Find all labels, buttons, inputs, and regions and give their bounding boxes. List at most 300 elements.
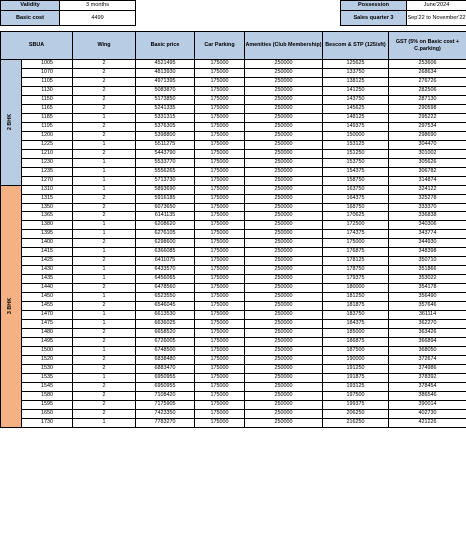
cell-car-parking: 175000 [195,95,245,104]
cell-amenities: 250000 [245,95,323,104]
cell-amenities: 250000 [245,77,323,86]
cell-wing: 2 [73,364,136,373]
cell-bescom-stp: 191875 [323,373,389,382]
cell-bescom-stp: 164375 [323,194,389,203]
basic-cost-value: 4499 [60,11,136,26]
cell-amenities: 250000 [245,382,323,391]
cell-sbua: 1470 [22,311,73,320]
cell-sbua: 1520 [22,355,73,364]
cell-car-parking: 175000 [195,230,245,239]
cell-amenities: 250000 [245,167,323,176]
cell-bescom-stp: 197500 [323,391,389,400]
cell-bescom-stp: 175000 [323,239,389,248]
cell-gst: 368050 [389,347,466,356]
cell-gst: 421226 [389,418,466,427]
cell-gst: 287130 [389,95,466,104]
cell-basic-price: 5713730 [136,176,195,185]
cell-wing: 2 [73,68,136,77]
cell-wing: 1 [73,293,136,302]
column-header-bescom-stp: Bescom & STP (125/sft) [323,32,389,60]
table-row [1,230,466,239]
table-row [1,257,466,266]
cell-car-parking: 175000 [195,400,245,409]
table-row [1,185,466,194]
cell-sbua: 1130 [22,86,73,95]
table-row [1,95,466,104]
cell-bescom-stp: 143750 [323,95,389,104]
cell-wing: 2 [73,77,136,86]
cell-wing: 2 [73,239,136,248]
cell-amenities: 250000 [245,113,323,122]
possession-value: June'2024 [407,1,466,11]
cell-gst: 340306 [389,221,466,230]
cell-bescom-stp: 190000 [323,355,389,364]
cell-amenities: 250000 [245,373,323,382]
cell-basic-price: 5241335 [136,104,195,113]
cell-amenities: 250000 [245,347,323,356]
cell-sbua: 1450 [22,293,73,302]
cell-bescom-stp: 199375 [323,400,389,409]
cell-gst: 361114 [389,311,466,320]
cell-sbua: 1730 [22,418,73,427]
cell-basic-price: 6298600 [136,239,195,248]
cell-amenities: 250000 [245,86,323,95]
cell-basic-price: 5533770 [136,158,195,167]
cell-amenities: 250000 [245,230,323,239]
cell-car-parking: 175000 [195,185,245,194]
cell-amenities: 250000 [245,140,323,149]
cell-wing: 1 [73,418,136,427]
cell-amenities: 250000 [245,311,323,320]
cell-amenities: 250000 [245,257,323,266]
sales-quarter-label: Sales quarter 3 [341,11,407,26]
cell-amenities: 250000 [245,104,323,113]
cell-amenities: 250000 [245,302,323,311]
cell-basic-price: 5376305 [136,122,195,131]
table-row [1,320,466,329]
cell-basic-price: 6276105 [136,230,195,239]
cell-gst: 305626 [389,158,466,167]
table-row [1,409,466,418]
column-header-gst: GST (5% on Basic cost + C.parking) [389,32,466,60]
cell-car-parking: 175000 [195,409,245,418]
cell-gst: 306782 [389,167,466,176]
cell-basic-price: 5398800 [136,131,195,140]
header-panel [0,0,466,26]
table-row [1,149,466,158]
cell-wing: 1 [73,311,136,320]
cell-wing: 2 [73,122,136,131]
cell-sbua: 1235 [22,167,73,176]
cell-basic-price: 6478560 [136,284,195,293]
column-header-car-parking: Car Parking [195,32,245,60]
cell-wing: 2 [73,95,136,104]
table-row [1,122,466,131]
cell-sbua: 1005 [22,60,73,69]
cell-bescom-stp: 174375 [323,230,389,239]
cell-bescom-stp: 176875 [323,248,389,257]
cell-wing: 2 [73,382,136,391]
cell-basic-price: 6658520 [136,329,195,338]
cell-basic-price: 4971395 [136,77,195,86]
cell-gst: 374986 [389,364,466,373]
cell-car-parking: 175000 [195,212,245,221]
cell-basic-price: 5083870 [136,86,195,95]
cell-sbua: 1495 [22,338,73,347]
cell-car-parking: 175000 [195,60,245,69]
cell-amenities: 250000 [245,364,323,373]
cell-car-parking: 175000 [195,311,245,320]
cell-bescom-stp: 191250 [323,364,389,373]
cell-gst: 282506 [389,86,466,95]
cell-amenities: 250000 [245,293,323,302]
cell-bescom-stp: 158750 [323,176,389,185]
cell-gst: 372674 [389,355,466,364]
cell-basic-price: 5916185 [136,194,195,203]
cell-bescom-stp: 168750 [323,203,389,212]
basic-cost-label: Basic cost [1,11,60,26]
cell-wing: 2 [73,355,136,364]
table-row [1,77,466,86]
cell-amenities: 250000 [245,248,323,257]
column-header-amenities: Amenities (Club Membership) [245,32,323,60]
cell-sbua: 1425 [22,257,73,266]
cell-bescom-stp: 150000 [323,131,389,140]
cell-bescom-stp: 138125 [323,77,389,86]
cell-basic-price: 7108420 [136,391,195,400]
cell-gst: 314874 [389,176,466,185]
cell-bescom-stp: 133750 [323,68,389,77]
cell-bescom-stp: 179375 [323,275,389,284]
cell-wing: 2 [73,302,136,311]
cell-gst: 343774 [389,230,466,239]
cell-amenities: 250000 [245,329,323,338]
cell-wing: 1 [73,347,136,356]
cell-car-parking: 175000 [195,347,245,356]
table-row [1,203,466,212]
table-row [1,239,466,248]
cell-wing: 1 [73,230,136,239]
cell-sbua: 1195 [22,122,73,131]
cell-sbua: 1400 [22,239,73,248]
cell-wing: 2 [73,131,136,140]
cell-bescom-stp: 151250 [323,149,389,158]
table-row [1,104,466,113]
cell-sbua: 1415 [22,248,73,257]
cell-basic-price: 6366085 [136,248,195,257]
cell-car-parking: 175000 [195,257,245,266]
cell-car-parking: 175000 [195,149,245,158]
table-row [1,284,466,293]
cell-sbua: 1475 [22,320,73,329]
price-table [0,31,466,428]
cell-gst: 351866 [389,266,466,275]
cell-car-parking: 175000 [195,364,245,373]
cell-sbua: 1545 [22,382,73,391]
cell-bescom-stp: 187500 [323,347,389,356]
cell-sbua: 1315 [22,194,73,203]
cell-bescom-stp: 181875 [323,302,389,311]
cell-car-parking: 175000 [195,418,245,427]
cell-sbua: 1185 [22,113,73,122]
column-header-wing: Wing [73,32,136,60]
column-header-sbua: SBUA [1,32,73,60]
cell-gst: 378454 [389,382,466,391]
cell-sbua: 1200 [22,131,73,140]
cell-wing: 1 [73,248,136,257]
cell-basic-price: 6208620 [136,221,195,230]
cell-basic-price: 4521495 [136,60,195,69]
cell-gst: 353022 [389,275,466,284]
cell-car-parking: 175000 [195,104,245,113]
cell-basic-price: 6613530 [136,311,195,320]
cell-sbua: 1150 [22,95,73,104]
cell-car-parking: 175000 [195,239,245,248]
cell-gst: 362270 [389,320,466,329]
table-row [1,248,466,257]
table-row [1,275,466,284]
cell-amenities: 250000 [245,418,323,427]
cell-wing: 1 [73,176,136,185]
cell-car-parking: 175000 [195,203,245,212]
cell-car-parking: 175000 [195,275,245,284]
cell-wing: 2 [73,284,136,293]
cell-car-parking: 175000 [195,140,245,149]
cell-bescom-stp: 178125 [323,257,389,266]
cell-sbua: 1070 [22,68,73,77]
cell-amenities: 250000 [245,131,323,140]
cell-wing: 1 [73,140,136,149]
table-body [1,60,466,428]
cell-wing: 2 [73,60,136,69]
cell-sbua: 1365 [22,212,73,221]
cell-car-parking: 175000 [195,248,245,257]
cell-bescom-stp: 183750 [323,311,389,320]
cell-basic-price: 6950955 [136,382,195,391]
table-row [1,113,466,122]
cell-basic-price: 5511275 [136,140,195,149]
cell-basic-price: 6433570 [136,266,195,275]
cell-wing: 1 [73,373,136,382]
cell-car-parking: 175000 [195,284,245,293]
cell-gst: 402730 [389,409,466,418]
cell-bescom-stp: 145625 [323,104,389,113]
table-row [1,311,466,320]
cell-gst: 390014 [389,400,466,409]
cell-gst: 297534 [389,122,466,131]
table-row [1,158,466,167]
cell-amenities: 250000 [245,284,323,293]
cell-gst: 378392 [389,373,466,382]
cell-bescom-stp: 193125 [323,382,389,391]
cell-sbua: 1230 [22,158,73,167]
cell-sbua: 1225 [22,140,73,149]
cell-basic-price: 6141135 [136,212,195,221]
cell-sbua: 1395 [22,230,73,239]
table-row [1,347,466,356]
cell-wing: 2 [73,329,136,338]
cell-amenities: 250000 [245,212,323,221]
cell-sbua: 1530 [22,364,73,373]
cell-bescom-stp: 141250 [323,86,389,95]
unit-type-label [1,60,22,186]
cell-bescom-stp: 216250 [323,418,389,427]
cell-wing: 2 [73,203,136,212]
cell-gst: 366894 [389,338,466,347]
table-row [1,329,466,338]
unit-type-text: 3 BHK [7,298,14,315]
cell-gst: 325278 [389,194,466,203]
cell-sbua: 1380 [22,221,73,230]
table-row [1,302,466,311]
cell-wing: 1 [73,275,136,284]
cell-car-parking: 175000 [195,355,245,364]
cell-gst: 290598 [389,104,466,113]
table-row [1,400,466,409]
cell-car-parking: 175000 [195,329,245,338]
cell-bescom-stp: 154375 [323,167,389,176]
cell-amenities: 250000 [245,176,323,185]
unit-type-text: 2 BHK [7,114,14,131]
table-row [1,266,466,275]
cell-amenities: 250000 [245,266,323,275]
cell-wing: 1 [73,113,136,122]
cell-bescom-stp: 125625 [323,60,389,69]
cell-gst: 356490 [389,293,466,302]
cell-amenities: 250000 [245,60,323,69]
cell-sbua: 1650 [22,409,73,418]
cell-car-parking: 175000 [195,382,245,391]
cell-gst: 363426 [389,329,466,338]
cell-basic-price: 4813930 [136,68,195,77]
cell-sbua: 1535 [22,373,73,382]
cell-amenities: 250000 [245,149,323,158]
cell-sbua: 1595 [22,400,73,409]
cell-amenities: 250000 [245,203,323,212]
cell-gst: 268634 [389,68,466,77]
cell-basic-price: 6838480 [136,355,195,364]
cell-basic-price: 5893690 [136,185,195,194]
cell-bescom-stp: 163750 [323,185,389,194]
cell-basic-price: 5173850 [136,95,195,104]
table-row [1,140,466,149]
cell-wing: 2 [73,149,136,158]
cell-wing: 2 [73,391,136,400]
cell-bescom-stp: 149375 [323,122,389,131]
cell-sbua: 1580 [22,391,73,400]
cell-wing: 2 [73,104,136,113]
cell-sbua: 1105 [22,77,73,86]
cell-gst: 324122 [389,185,466,194]
cell-gst: 333370 [389,203,466,212]
cell-basic-price: 6883470 [136,364,195,373]
cell-bescom-stp: 180000 [323,284,389,293]
cell-sbua: 1480 [22,329,73,338]
table-row [1,167,466,176]
cell-amenities: 250000 [245,185,323,194]
cell-gst: 276726 [389,77,466,86]
cell-amenities: 250000 [245,68,323,77]
cell-basic-price: 6456065 [136,275,195,284]
table-row [1,86,466,95]
cell-gst: 253606 [389,60,466,69]
cell-bescom-stp: 153125 [323,140,389,149]
cell-amenities: 250000 [245,239,323,248]
cell-sbua: 1440 [22,284,73,293]
table-row [1,391,466,400]
cell-car-parking: 175000 [195,131,245,140]
table-row [1,194,466,203]
cell-bescom-stp: 153750 [323,158,389,167]
cell-basic-price: 6950955 [136,373,195,382]
cell-gst: 350710 [389,257,466,266]
cell-wing: 2 [73,409,136,418]
table-row [1,355,466,364]
cell-car-parking: 175000 [195,77,245,86]
table-row [1,176,466,185]
cell-gst: 301002 [389,149,466,158]
cell-sbua: 1430 [22,266,73,275]
cell-wing: 1 [73,320,136,329]
cell-basic-price: 5331315 [136,113,195,122]
cell-gst: 336838 [389,212,466,221]
cell-wing: 1 [73,221,136,230]
cell-amenities: 250000 [245,221,323,230]
cell-basic-price: 7175905 [136,400,195,409]
cell-amenities: 250000 [245,391,323,400]
cell-bescom-stp: 148125 [323,113,389,122]
cell-basic-price: 7423350 [136,409,195,418]
cell-sbua: 1270 [22,176,73,185]
cell-car-parking: 175000 [195,320,245,329]
cell-wing: 1 [73,185,136,194]
table-row [1,221,466,230]
cell-gst: 295222 [389,113,466,122]
cell-bescom-stp: 184375 [323,320,389,329]
cell-car-parking: 175000 [195,86,245,95]
cell-car-parking: 175000 [195,122,245,131]
validity-value: 3 months [60,1,136,11]
column-header-basic-price: Basic price [136,32,195,60]
sales-quarter-value: Sep'22 to November'22 [407,11,466,26]
possession-label: Possession [341,1,407,11]
cell-wing: 2 [73,212,136,221]
cell-gst: 344930 [389,239,466,248]
cell-amenities: 250000 [245,194,323,203]
cell-amenities: 250000 [245,275,323,284]
cell-basic-price: 6726005 [136,338,195,347]
cell-gst: 304470 [389,140,466,149]
cell-bescom-stp: 206250 [323,409,389,418]
cell-bescom-stp: 185000 [323,329,389,338]
cell-wing: 2 [73,257,136,266]
cell-bescom-stp: 181250 [323,293,389,302]
cell-car-parking: 175000 [195,338,245,347]
cell-car-parking: 175000 [195,391,245,400]
cell-gst: 357646 [389,302,466,311]
cell-wing: 1 [73,167,136,176]
table-row [1,418,466,427]
cell-wing: 2 [73,86,136,95]
cell-amenities: 250000 [245,400,323,409]
cell-bescom-stp: 186875 [323,338,389,347]
cell-car-parking: 175000 [195,373,245,382]
cell-amenities: 250000 [245,320,323,329]
cell-car-parking: 175000 [195,176,245,185]
table-row [1,131,466,140]
validity-label: Validity [1,1,60,11]
cell-car-parking: 175000 [195,221,245,230]
